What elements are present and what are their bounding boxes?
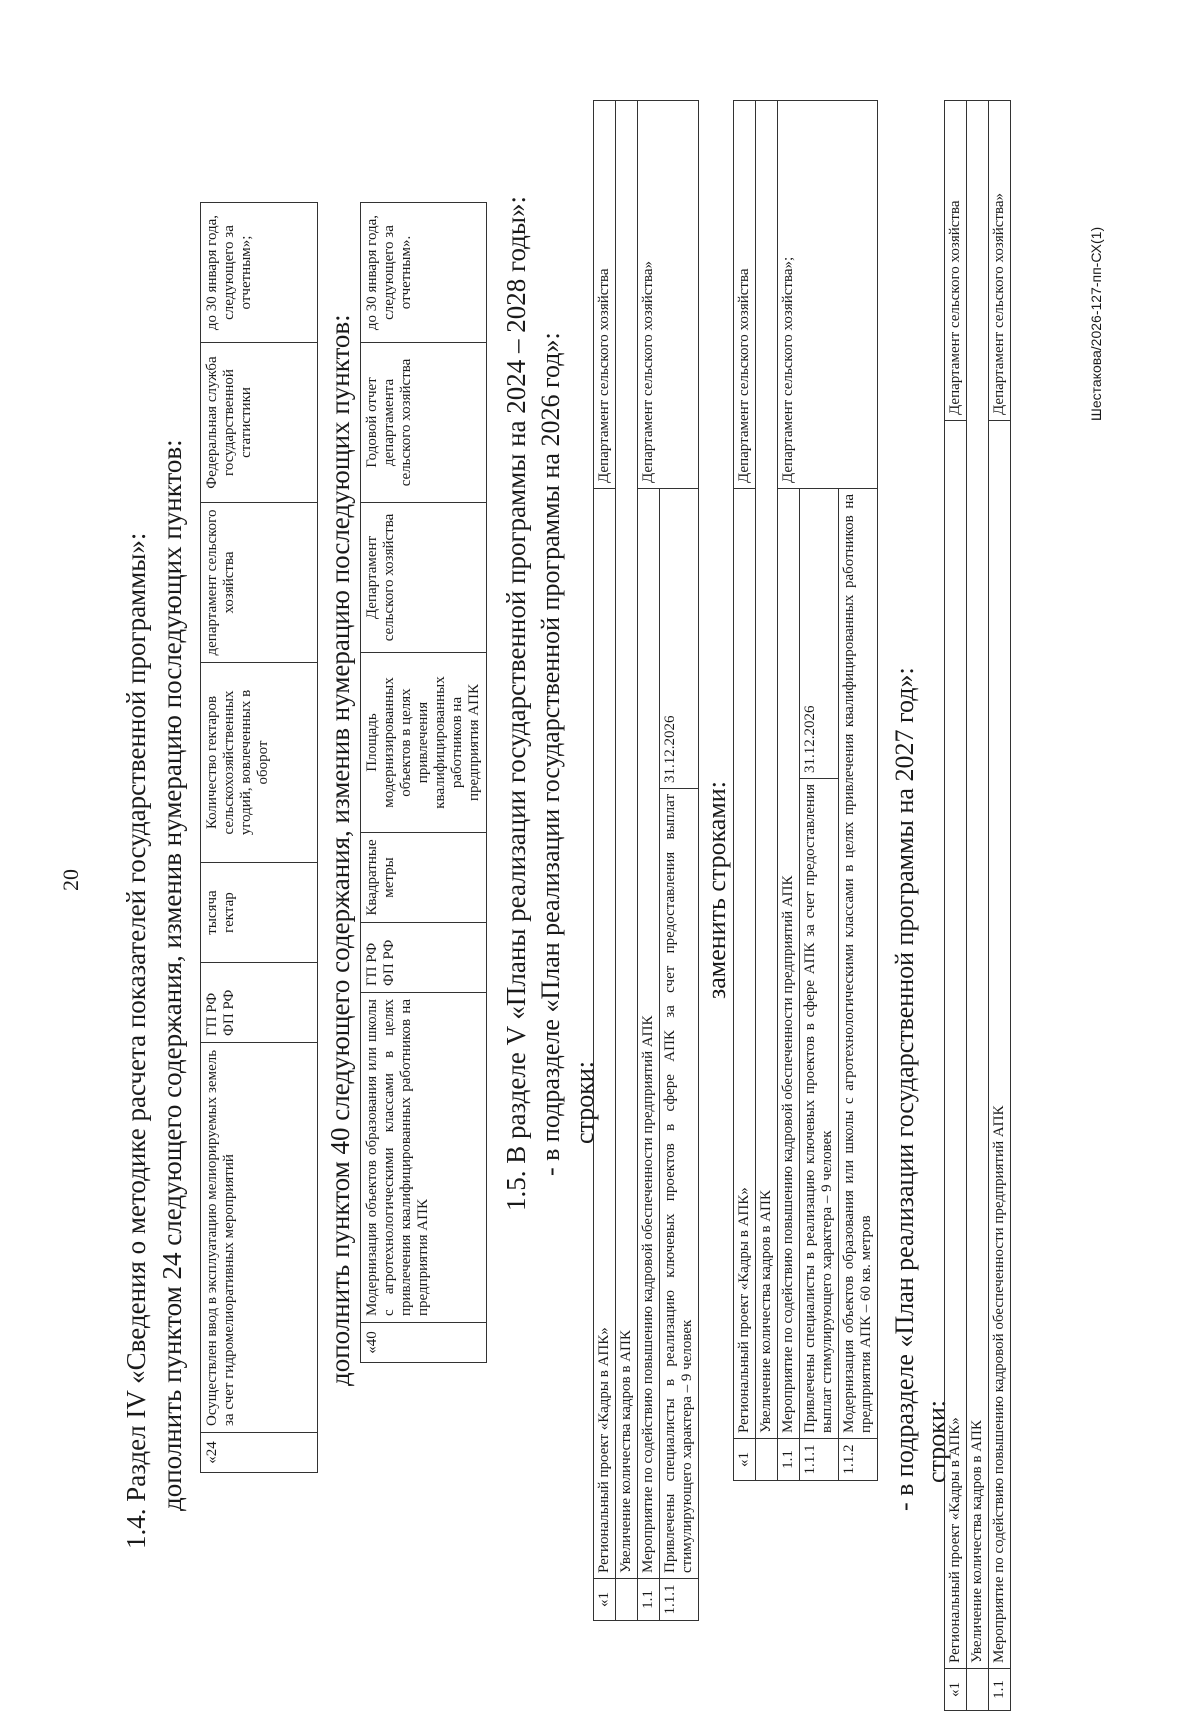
row-text: Увеличение количества кадров в АПК bbox=[756, 100, 778, 1438]
plan-2027-old-rows-table bbox=[944, 100, 1011, 1711]
indicator-name: Осуществлен ввод в эксплуатацию мелиорируемых земель за счет гидромелиоративных мероприятий bbox=[201, 1043, 318, 1433]
row-text: Модернизация объектов образования или школы с агротехнологическими классами в целях привлечения квалифицированных работников на предприятия АПК – 60 кв. метров bbox=[839, 488, 878, 1438]
row-text: Региональный проект «Кадры в АПК» bbox=[945, 421, 967, 1669]
deadline: до 30 января года, следующего за отчетным». bbox=[361, 203, 487, 343]
calculation-method: Площадь модернизированных объектов в целях привлечения квалифицированных работников на предприятия АПК bbox=[361, 653, 487, 833]
section-1-4-instruction-24: дополнить пунктом 24 следующего содержания, изменив нумерацию последующих пунктов: bbox=[157, 439, 187, 1511]
row-number: «24 bbox=[201, 1433, 318, 1473]
data-source: Федеральная служба государственной статистики bbox=[201, 343, 318, 503]
table-row bbox=[778, 100, 800, 1480]
replace-label: заменить строками: bbox=[702, 781, 731, 999]
row-date: 31.12.2026 bbox=[800, 488, 839, 778]
row-responsible: Департамент сельского хозяйства» bbox=[638, 100, 699, 488]
row-text: Мероприятие по содействию повышению кадровой обеспеченности предприятий АПК bbox=[638, 488, 660, 1578]
lines-label-2027: строки: bbox=[922, 1400, 951, 1483]
row-number: «1 bbox=[945, 1669, 967, 1711]
row-responsible: Департамент сельского хозяйства»; bbox=[778, 100, 878, 488]
calculation-method: Количество гектаров сельскохозяйственных угодий, вовлеченных в оборот bbox=[201, 663, 318, 863]
responsible-body: департамент сельского хозяйства bbox=[201, 503, 318, 663]
table-row bbox=[616, 100, 638, 1620]
row-responsible: Департамент сельского хозяйства bbox=[734, 100, 756, 488]
row-number: 1.1 bbox=[638, 1579, 660, 1621]
row-number bbox=[756, 1439, 778, 1481]
table-row bbox=[945, 101, 967, 1711]
row-text: Привлечены специалисты в реализацию ключевых проектов в сфере АПК за счет предоставления выплат стимулирующего характера – 9 человек bbox=[800, 779, 839, 1439]
row-text: Мероприятие по содействию повышению кадровой обеспеченности предприятий АПК bbox=[778, 488, 800, 1438]
table-row bbox=[638, 100, 660, 1620]
subsection-2027-heading: - в подразделе «План реализации государственной программы на 2027 год»: bbox=[890, 667, 919, 1511]
row-number: 1.1.1 bbox=[800, 1439, 839, 1481]
table-row bbox=[989, 101, 1011, 1711]
table-row bbox=[756, 100, 778, 1480]
indicator-table-row-24 bbox=[200, 202, 318, 1473]
row-number: 1.1 bbox=[989, 1669, 1011, 1711]
deadline: до 30 января года, следующего за отчетным»; bbox=[201, 203, 318, 343]
row-text: Региональный проект «Кадры в АПК» bbox=[594, 488, 616, 1578]
subsection-2026-heading: - в подразделе «План реализации государственной программы на 2026 год»: bbox=[536, 332, 565, 1176]
lines-label-2026: строки: bbox=[570, 1061, 599, 1144]
data-source: Годовой отчет департамента сельского хозяйства bbox=[361, 343, 487, 503]
row-text: Увеличение количества кадров в АПК bbox=[616, 100, 638, 1578]
row-number: 1.1 bbox=[778, 1439, 800, 1481]
indicator-unit: тысяча гектар bbox=[201, 863, 318, 963]
row-number bbox=[967, 1669, 989, 1711]
row-responsible: Департамент сельского хозяйства bbox=[594, 100, 616, 488]
table-row bbox=[967, 101, 989, 1711]
row-text: Увеличение количества кадров в АПК bbox=[967, 101, 989, 1669]
row-number: 1.1.1 bbox=[660, 1579, 699, 1621]
page-number: 20 bbox=[58, 869, 83, 891]
table-row bbox=[594, 100, 616, 1620]
row-number: «40 bbox=[361, 1323, 487, 1363]
indicator-level: ГП РФ ФП РФ bbox=[361, 923, 487, 993]
plan-2026-new-rows-table bbox=[733, 100, 878, 1481]
responsible-body: Департамент сельского хозяйства bbox=[361, 503, 487, 653]
section-1-4-instruction-40: дополнить пунктом 40 следующего содержания, изменив нумерацию последующих пунктов: bbox=[325, 314, 355, 1386]
document-code-footer: Шестакова/2026-127-пп-СХ(1) bbox=[1088, 226, 1104, 421]
row-text: Привлечены специалисты в реализацию ключевых проектов в сфере АПК за счет предоставления выплат стимулирующего характера – 9 человек bbox=[660, 789, 699, 1579]
indicator-table-row-40 bbox=[360, 202, 487, 1363]
table-row bbox=[361, 203, 487, 1363]
row-responsible: Департамент сельского хозяйства bbox=[945, 101, 967, 421]
row-number: «1 bbox=[734, 1439, 756, 1481]
document-page bbox=[0, 111, 1130, 1711]
row-number: «1 bbox=[594, 1579, 616, 1621]
plan-2026-old-rows-table bbox=[593, 100, 699, 1621]
row-date: 31.12.2026 bbox=[660, 488, 699, 788]
table-row bbox=[201, 203, 318, 1473]
row-text: Региональный проект «Кадры в АПК» bbox=[734, 488, 756, 1438]
row-number bbox=[616, 1579, 638, 1621]
row-responsible: Департамент сельского хозяйства» bbox=[989, 101, 1011, 421]
section-1-5-heading: 1.5. В разделе V «Планы реализации государственной программы на 2024 – 2028 годы»: bbox=[501, 195, 531, 1211]
indicator-level: ГП РФ ФП РФ bbox=[201, 963, 318, 1043]
indicator-unit: Квадратные метры bbox=[361, 833, 487, 923]
row-text: Мероприятие по содействию повышению кадровой обеспеченности предприятий АПК bbox=[989, 421, 1011, 1669]
indicator-name: Модернизация объектов образования или школы с агротехнологическими классами в целях привлечения квалифицированных работников на предприятия АПК bbox=[361, 993, 487, 1323]
row-number: 1.1.2 bbox=[839, 1439, 878, 1481]
section-1-4-heading: 1.4. Раздел IV «Сведения о методике расчета показателей государственной программы»: bbox=[121, 532, 151, 1549]
table-row bbox=[734, 100, 756, 1480]
